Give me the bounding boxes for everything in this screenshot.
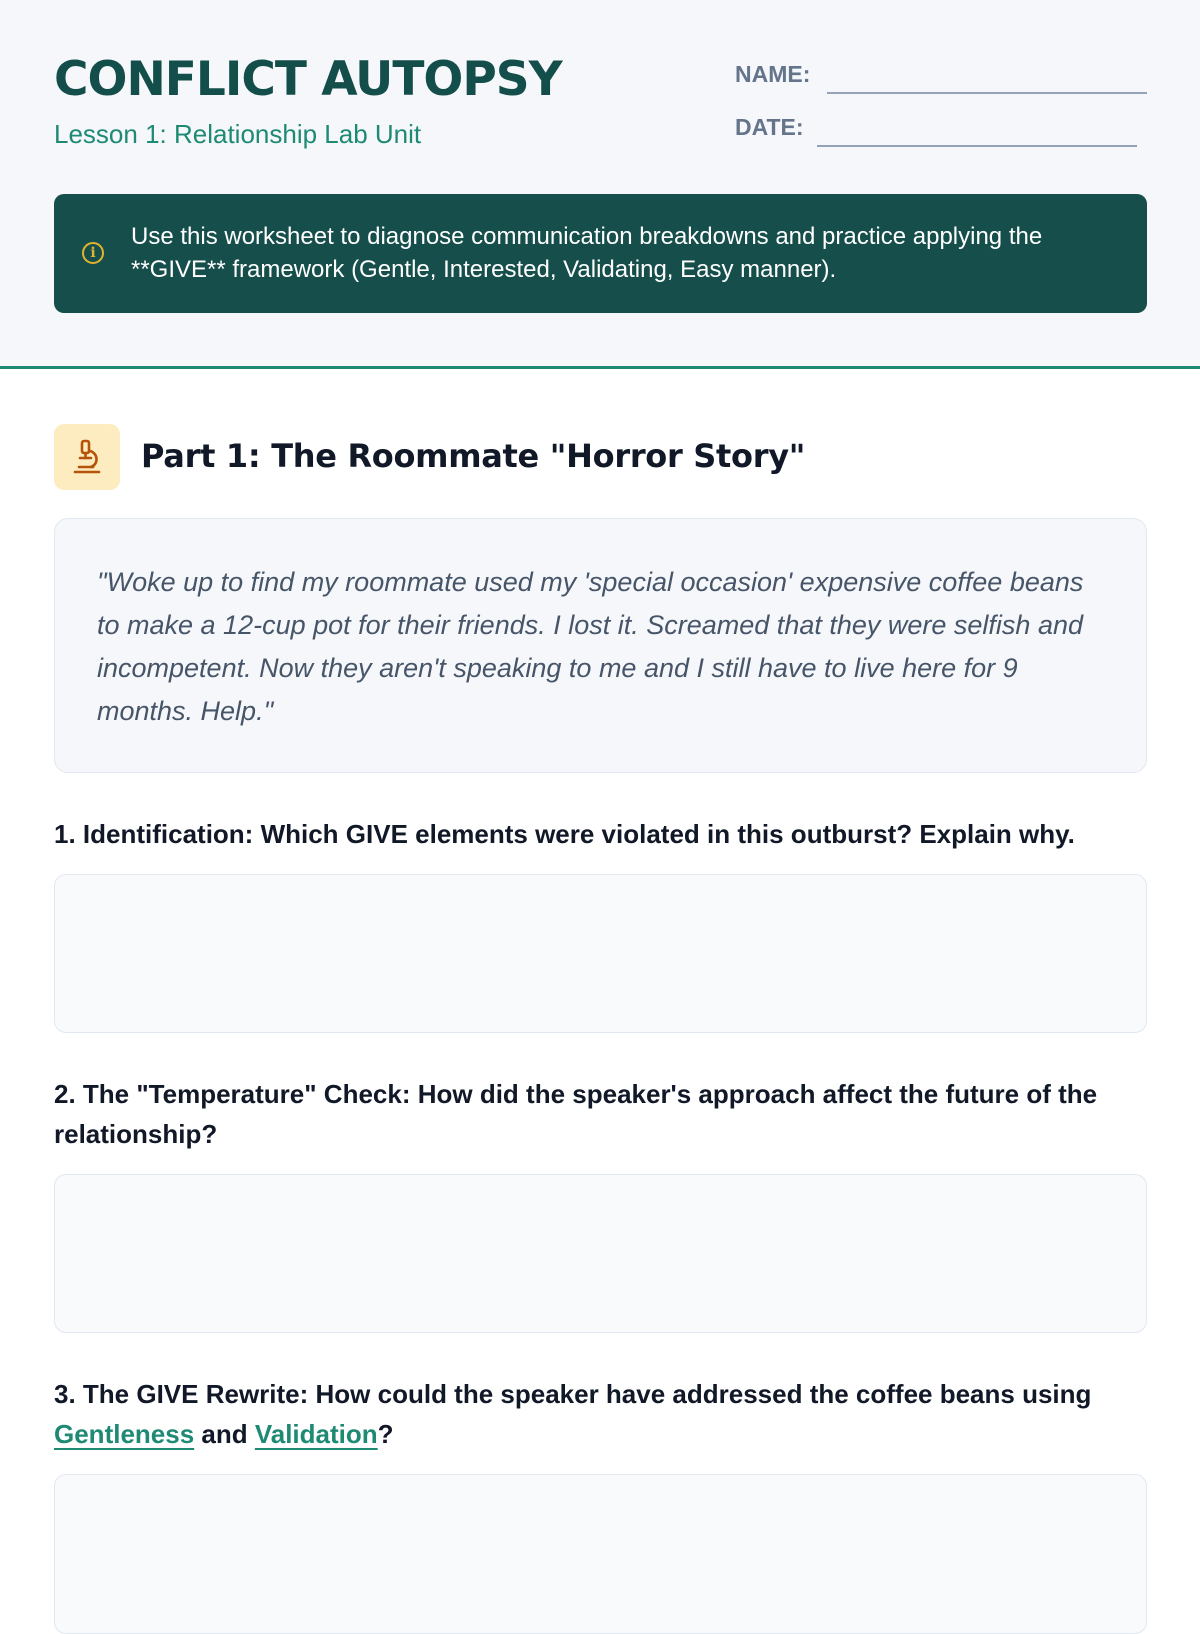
question-1: 1. Identification: Which GIVE elements were violated in this outburst? Explain why. bbox=[54, 819, 1075, 849]
question-3-end: ? bbox=[377, 1419, 394, 1449]
microscope-icon bbox=[71, 439, 103, 475]
question-3 bbox=[54, 1374, 1154, 1454]
answer-box-3[interactable] bbox=[54, 1474, 1147, 1634]
worksheet-header bbox=[0, 0, 1200, 369]
info-circle-icon: i bbox=[82, 242, 104, 264]
keyword-validation: Validation bbox=[254, 1419, 378, 1449]
instructions-text: Use this worksheet to diagnose communication breakdowns and practice applying the **GIVE** framework (Gentle, Interested, Validating, Easy manner). bbox=[131, 223, 1043, 283]
question-3-connector: and bbox=[194, 1419, 255, 1449]
section-icon-badge bbox=[54, 424, 120, 490]
keyword-gentleness: Gentleness bbox=[54, 1419, 195, 1449]
question-2: 2. The "Temperature" Check: How did the speaker's approach affect the future of the relationship? bbox=[54, 1079, 1098, 1149]
answer-box-1[interactable] bbox=[54, 874, 1147, 1033]
page-title: CONFLICT AUTOPSY bbox=[54, 52, 562, 107]
date-label: DATE: bbox=[735, 114, 804, 140]
scenario-quote: "Woke up to find my roommate used my 'special occasion' expensive coffee beans to make a 12-cup pot for their friends. I lost it. Screamed that they were selfish and incompetent. Now they aren't speaking to me and I still have to live here for 9 months. Help." bbox=[97, 567, 1084, 726]
name-field[interactable] bbox=[827, 92, 1147, 94]
scenario-card bbox=[54, 518, 1147, 773]
answer-box-2[interactable] bbox=[54, 1174, 1147, 1333]
question-3-text: 3. The GIVE Rewrite: How could the speaker have addressed the coffee beans using bbox=[54, 1379, 1092, 1409]
date-field[interactable] bbox=[817, 145, 1137, 147]
page-subtitle: Lesson 1: Relationship Lab Unit bbox=[54, 119, 422, 149]
name-label: NAME: bbox=[735, 61, 811, 87]
instructions-banner bbox=[54, 194, 1147, 313]
section-title: Part 1: The Roommate "Horror Story" bbox=[141, 437, 806, 475]
